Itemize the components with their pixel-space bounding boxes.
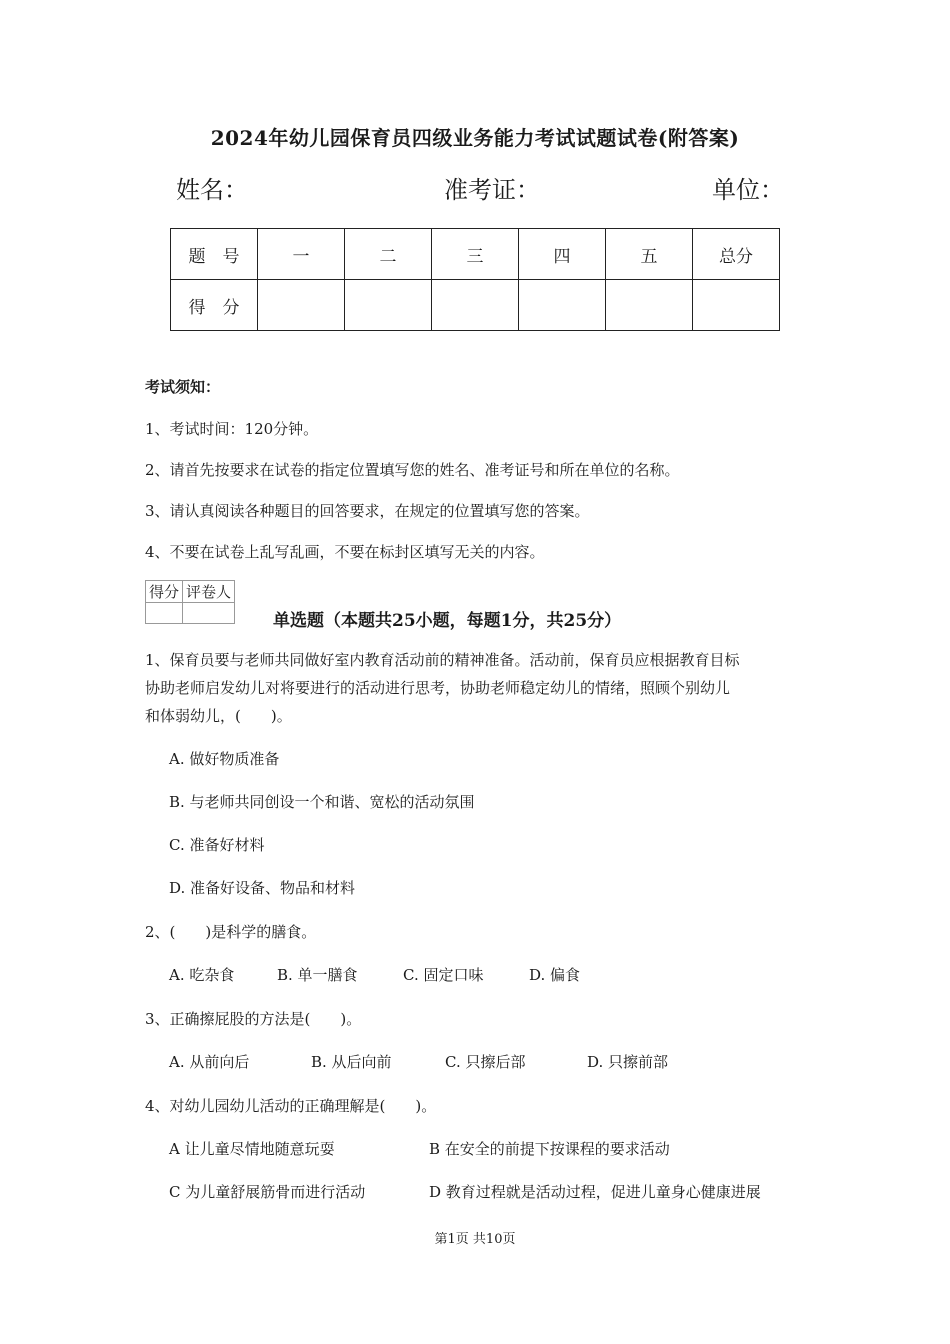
question-4-option-d: D 教育过程就是活动过程，促进儿童身心健康进展 <box>429 1183 761 1201</box>
question-4-option-b: B 在安全的前提下按课程的要求活动 <box>429 1140 670 1158</box>
grader-box <box>145 580 235 624</box>
unit-field-label: 单位： <box>712 176 784 204</box>
question-2-line-1: 2、( )是科学的膳食。 <box>145 923 317 941</box>
question-3-option-c: C. 只擦后部 <box>445 1053 526 1071</box>
score-table-header-label: 题 号 <box>171 229 258 280</box>
question-1-option-d: D. 准备好设备、物品和材料 <box>169 879 356 897</box>
question-2-option-b: B. 单一膳食 <box>277 966 358 984</box>
page-footer: 第1页 共10页 <box>434 1232 516 1247</box>
grader-box-score-cell[interactable] <box>146 603 183 624</box>
score-cell-4[interactable] <box>519 280 606 331</box>
question-1-option-b: B. 与老师共同创设一个和谐、宽松的活动氛围 <box>169 793 475 811</box>
notice-item-2: 2、请首先按要求在试卷的指定位置填写您的姓名、准考证号和所在单位的名称。 <box>145 461 680 479</box>
score-table-header-2: 二 <box>345 229 432 280</box>
notice-item-4: 4、不要在试卷上乱写乱画，不要在标封区填写无关的内容。 <box>145 543 545 561</box>
section-title: 单选题（本题共25小题，每题1分，共25分） <box>273 611 622 631</box>
score-cell-1[interactable] <box>258 280 345 331</box>
question-4-option-c: C 为儿童舒展筋骨而进行活动 <box>169 1183 366 1201</box>
score-cell-3[interactable] <box>432 280 519 331</box>
grader-box-score-label: 得分 <box>146 581 183 603</box>
question-1-line-3: 和体弱幼儿，( )。 <box>145 707 292 725</box>
question-3-option-d: D. 只擦前部 <box>587 1053 669 1071</box>
score-table-header-total: 总分 <box>693 229 780 280</box>
exam-id-field-label: 准考证： <box>444 176 540 204</box>
question-2-option-a: A. 吃杂食 <box>169 966 235 984</box>
score-table-header-5: 五 <box>606 229 693 280</box>
question-1-line-1: 1、保育员要与老师共同做好室内教育活动前的精神准备。活动前，保育员应根据教育目标 <box>145 651 740 669</box>
question-1-line-2: 协助老师启发幼儿对将要进行的活动进行思考，协助老师稳定幼儿的情绪，照顾个别幼儿 <box>145 679 731 697</box>
question-2-option-d: D. 偏食 <box>529 966 581 984</box>
question-2-option-c: C. 固定口味 <box>403 966 484 984</box>
question-3-option-a: A. 从前向后 <box>169 1053 250 1071</box>
question-3-line-1: 3、正确擦屁股的方法是( )。 <box>145 1010 362 1028</box>
score-table-header-3: 三 <box>432 229 519 280</box>
question-4-line-1: 4、对幼儿园幼儿活动的正确理解是( )。 <box>145 1097 437 1115</box>
question-3-option-b: B. 从后向前 <box>311 1053 392 1071</box>
score-table-score-row <box>171 280 780 331</box>
score-cell-5[interactable] <box>606 280 693 331</box>
notice-heading: 考试须知： <box>145 378 221 396</box>
score-cell-total[interactable] <box>693 280 780 331</box>
name-field-label: 姓名： <box>176 176 248 204</box>
notice-item-1: 1、考试时间：120分钟。 <box>145 420 319 438</box>
question-1-option-a: A. 做好物质准备 <box>169 750 280 768</box>
score-table-header-4: 四 <box>519 229 606 280</box>
grader-box-grader-cell[interactable] <box>183 603 235 624</box>
notice-item-3: 3、请认真阅读各种题目的回答要求，在规定的位置填写您的答案。 <box>145 502 590 520</box>
score-table-header-row <box>171 229 780 280</box>
question-4-option-a: A 让儿童尽情地随意玩耍 <box>169 1140 335 1158</box>
grader-box-grader-label: 评卷人 <box>183 581 235 603</box>
question-1-option-c: C. 准备好材料 <box>169 836 265 854</box>
score-cell-2[interactable] <box>345 280 432 331</box>
document-title: 2024年幼儿园保育员四级业务能力考试试题试卷(附答案) <box>210 126 740 150</box>
score-table-header-1: 一 <box>258 229 345 280</box>
score-table <box>170 228 780 331</box>
score-table-row-label: 得 分 <box>171 280 258 331</box>
